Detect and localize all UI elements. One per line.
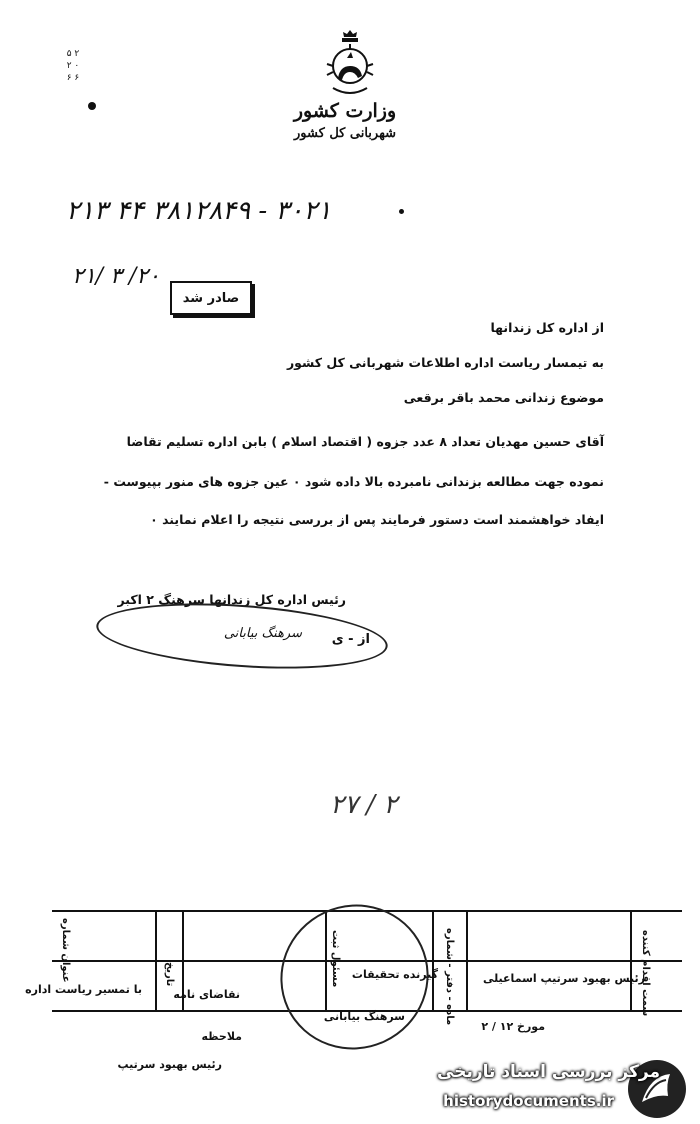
- table-col-divider: [155, 912, 157, 1012]
- ink-dot: [399, 209, 404, 214]
- table-col-label: تاریخ: [164, 962, 175, 987]
- table-cell: سرهنگ بیابانی: [323, 1010, 405, 1023]
- handwritten-reference: ۲۱/ ۳ /۲۰: [72, 264, 160, 289]
- table-cell: مورخ ۱۲ / ۲: [481, 1020, 545, 1033]
- letter-to: به تیمسار ریاست اداره اطلاعات شهربانی کل کشور: [286, 355, 604, 370]
- table-col-label: مسئول ثبت: [330, 930, 341, 988]
- letter-line-2: نموده جهت مطالعه بزندانی نامبرده بالا داده شود ۰ عین جزوه های منور بپیوست -: [103, 474, 604, 489]
- table-col-divider: [466, 912, 468, 1012]
- lion-sun-emblem: [325, 28, 375, 100]
- table-cell: گیرنده تحقیقات: [351, 968, 438, 981]
- table-cell: با تمسیر ریاست اداره: [25, 983, 142, 996]
- table-col-label: عنوان شماره: [60, 918, 71, 983]
- handwritten-number: ۲۱۳ ۴۴ ۳۸۱۲۸۴۹ - ۳۰۲۱: [66, 196, 332, 226]
- letter-subject: موضوع زندانی محمد باقر برقعی: [403, 390, 604, 405]
- letter-line-3: ایفاد خواهشمند است دستور فرمایند پس از بررسی نتیجه را اعلام نمایند ۰: [150, 512, 604, 527]
- issued-stamp: صادر شد: [170, 281, 252, 315]
- table-cell: نقاضای نامه: [173, 988, 240, 1001]
- table-col-divider: [432, 912, 434, 1012]
- watermark-name: مرکز بررسی اسناد تاریخی: [437, 1062, 660, 1082]
- letter-line-1: آقای حسین مهدیان تعداد ۸ عدد جزوه ( اقتصاد اسلام ) بابن اداره تسلیم تقاضا: [126, 434, 604, 449]
- ministry-name: وزارت کشور: [293, 100, 397, 122]
- watermark-url: historydocuments.ir: [443, 1092, 614, 1110]
- table-cell: رئیس بهبود سرتیپ اسماعیلی: [482, 972, 645, 985]
- table-col-divider: [630, 912, 632, 1012]
- signature-name: سرهنگ بیابانی: [223, 626, 302, 641]
- margin-digits: ۵ ۲ ۲ ۰ ۶ ۶: [66, 49, 80, 83]
- margin-mark: [88, 102, 96, 110]
- handwritten-scribble: ۲۷ / ۲: [330, 790, 398, 820]
- letterhead: [290, 100, 400, 141]
- table-col-label: ماده - دفتر - شماره: [444, 928, 455, 1026]
- table-cell: ملاحظه: [201, 1030, 242, 1043]
- table-col-label: سمت اقدام کننده: [640, 930, 651, 1017]
- letter-from: از اداره کل زندانها: [490, 320, 604, 335]
- department-name: شهربانی کل کشور: [294, 126, 396, 141]
- table-cell: رئیس بهبود سرتیپ: [117, 1058, 222, 1071]
- signature-prefix: از - ی: [331, 632, 370, 647]
- signature-title: رئیس اداره کل زندانها سرهنگ ۲ اکبر: [117, 592, 346, 607]
